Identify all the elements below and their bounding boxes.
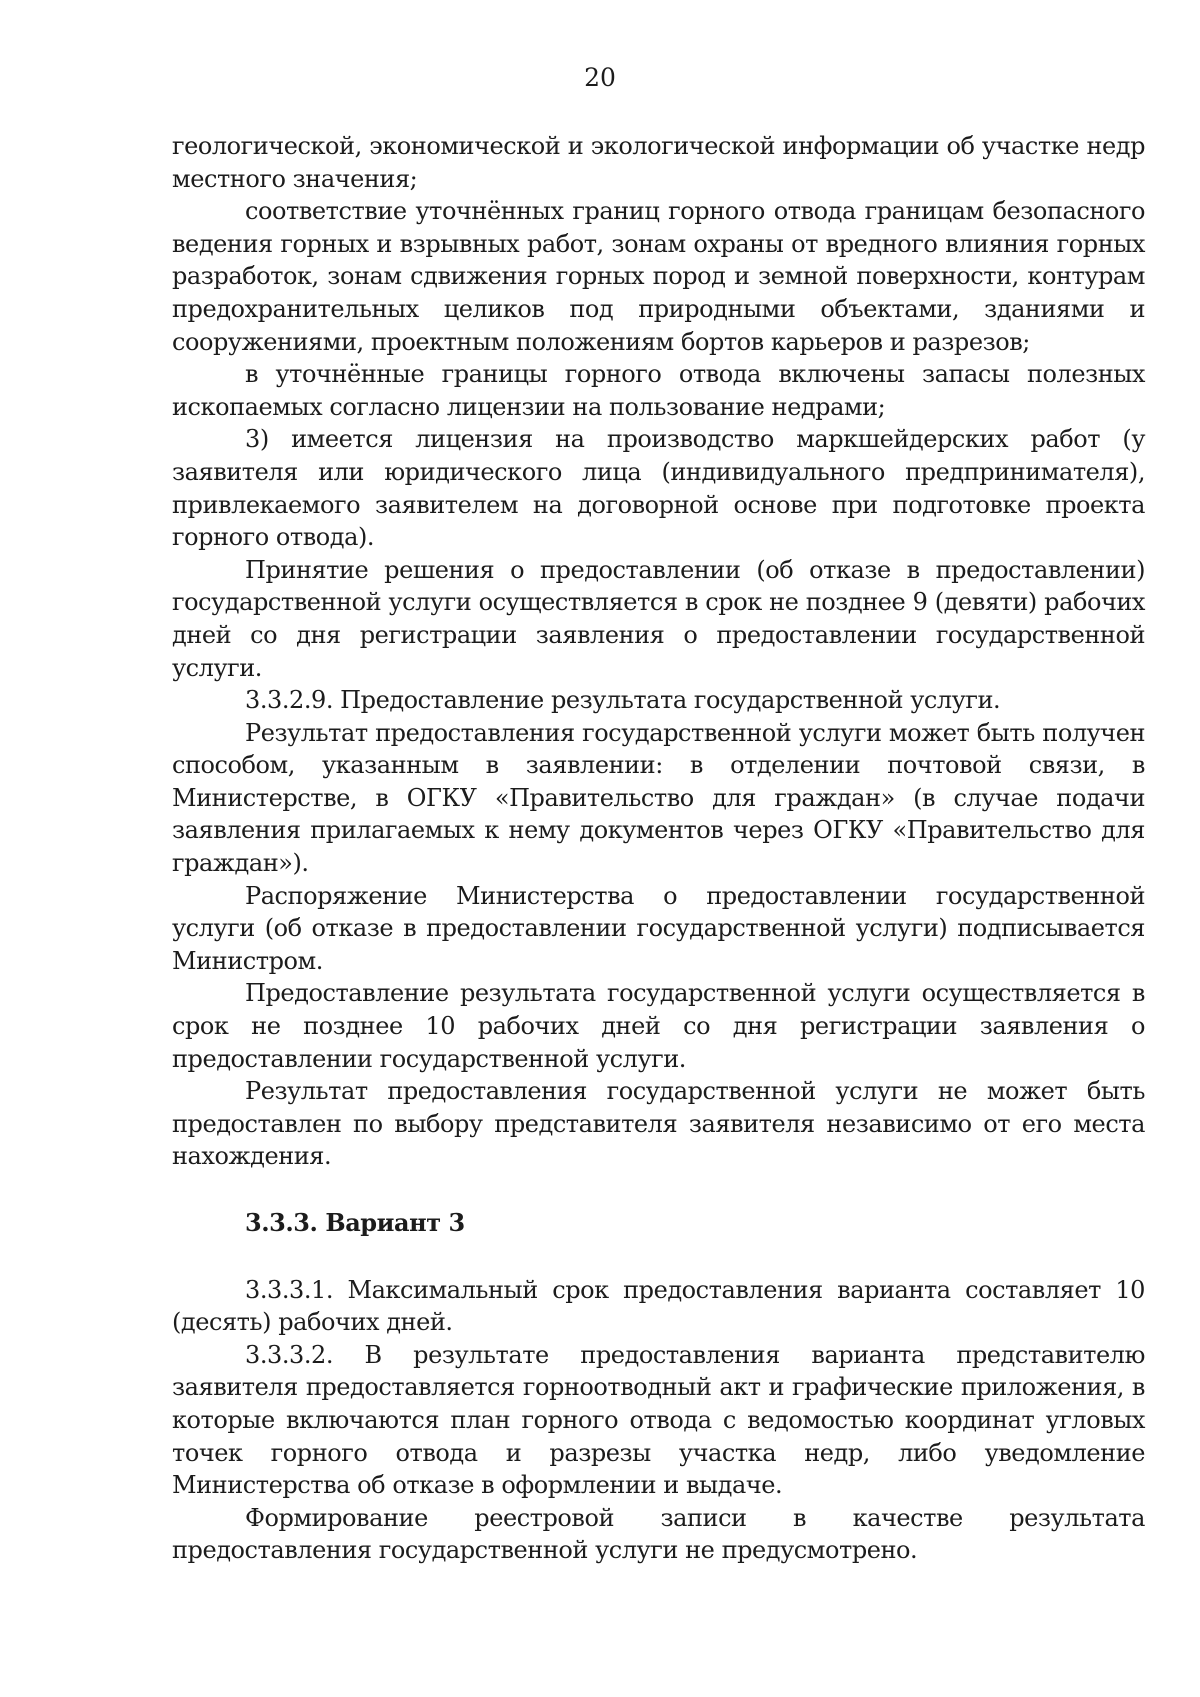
paragraph: Результат предоставления государственной услуги не может быть предоставлен по выбору представителя заявителя независимо от его места нахождения. xyxy=(172,1077,1145,1171)
paragraph: 3.3.3.1. Максимальный срок предоставления варианта составляет 10 (десять) рабочих дней. xyxy=(172,1275,1145,1337)
paragraph: геологической, экономической и экологической информации об участке недр местного значения; xyxy=(172,132,1145,193)
section-heading: 3.3.3. Вариант 3 xyxy=(245,1208,465,1237)
paragraph: 3.3.2.9. Предоставление результата государственной услуги. xyxy=(245,686,1001,715)
paragraph: Принятие решения о предоставлении (об отказе в предоставлении) государственной услуги осуществляется в срок не позднее 9 (девяти) рабочих дней со дня регистрации заявления о предоставлении государственной услуги. xyxy=(172,555,1145,682)
paragraph: Результат предоставления государственной услуги может быть получен способом, указанным в заявлении: в отделении почтовой связи, в Министерстве, в ОГКУ «Правительство для граждан» (в случае подачи заявления прилагаемых к нему документов через ОГКУ «Правительство для граждан»). xyxy=(172,718,1145,878)
paragraph: Распоряжение Министерства о предоставлении государственной услуги (об отказе в предоставлении государственной услуги) подписывается Министром. xyxy=(172,881,1145,975)
paragraph: в уточнённые границы горного отвода включены запасы полезных ископаемых согласно лицензии на пользование недрами; xyxy=(172,360,1145,421)
paragraph: 3) имеется лицензия на производство маркшейдерских работ (у заявителя или юридического лица (индивидуального предпринимателя), привлекаемого заявителем на договорной основе при подготовке проекта горного отвода). xyxy=(172,425,1145,552)
paragraph: соответствие уточнённых границ горного отвода границам безопасного ведения горных и взрывных работ, зонам охраны от вредного влияния горных разработок, зонам сдвижения горных пород и земной поверхности, контурам предохранительных целиков под природными объектами, зданиями и сооружениями, проектным положениям бортов карьеров и разрезов; xyxy=(172,197,1145,356)
paragraph: 3.3.3.2. В результате предоставления варианта представителю заявителя предоставляется горноотводный акт и графические приложения, в которые включаются план горного отвода с ведомостью координат угловых точек горного отвода и разрезы участка недр, либо уведомление Министерства об отказе в оформлении и выдаче. xyxy=(172,1340,1145,1500)
paragraph: Предоставление результата государственной услуги осуществляется в срок не позднее 10 рабочих дней со дня регистрации заявления о предоставлении государственной услуги. xyxy=(172,979,1145,1073)
paragraph: Формирование реестровой записи в качестве результата предоставления государственной услуги не предусмотрено. xyxy=(172,1503,1145,1565)
document-body xyxy=(172,130,1145,1567)
page-number: 20 xyxy=(584,63,616,92)
